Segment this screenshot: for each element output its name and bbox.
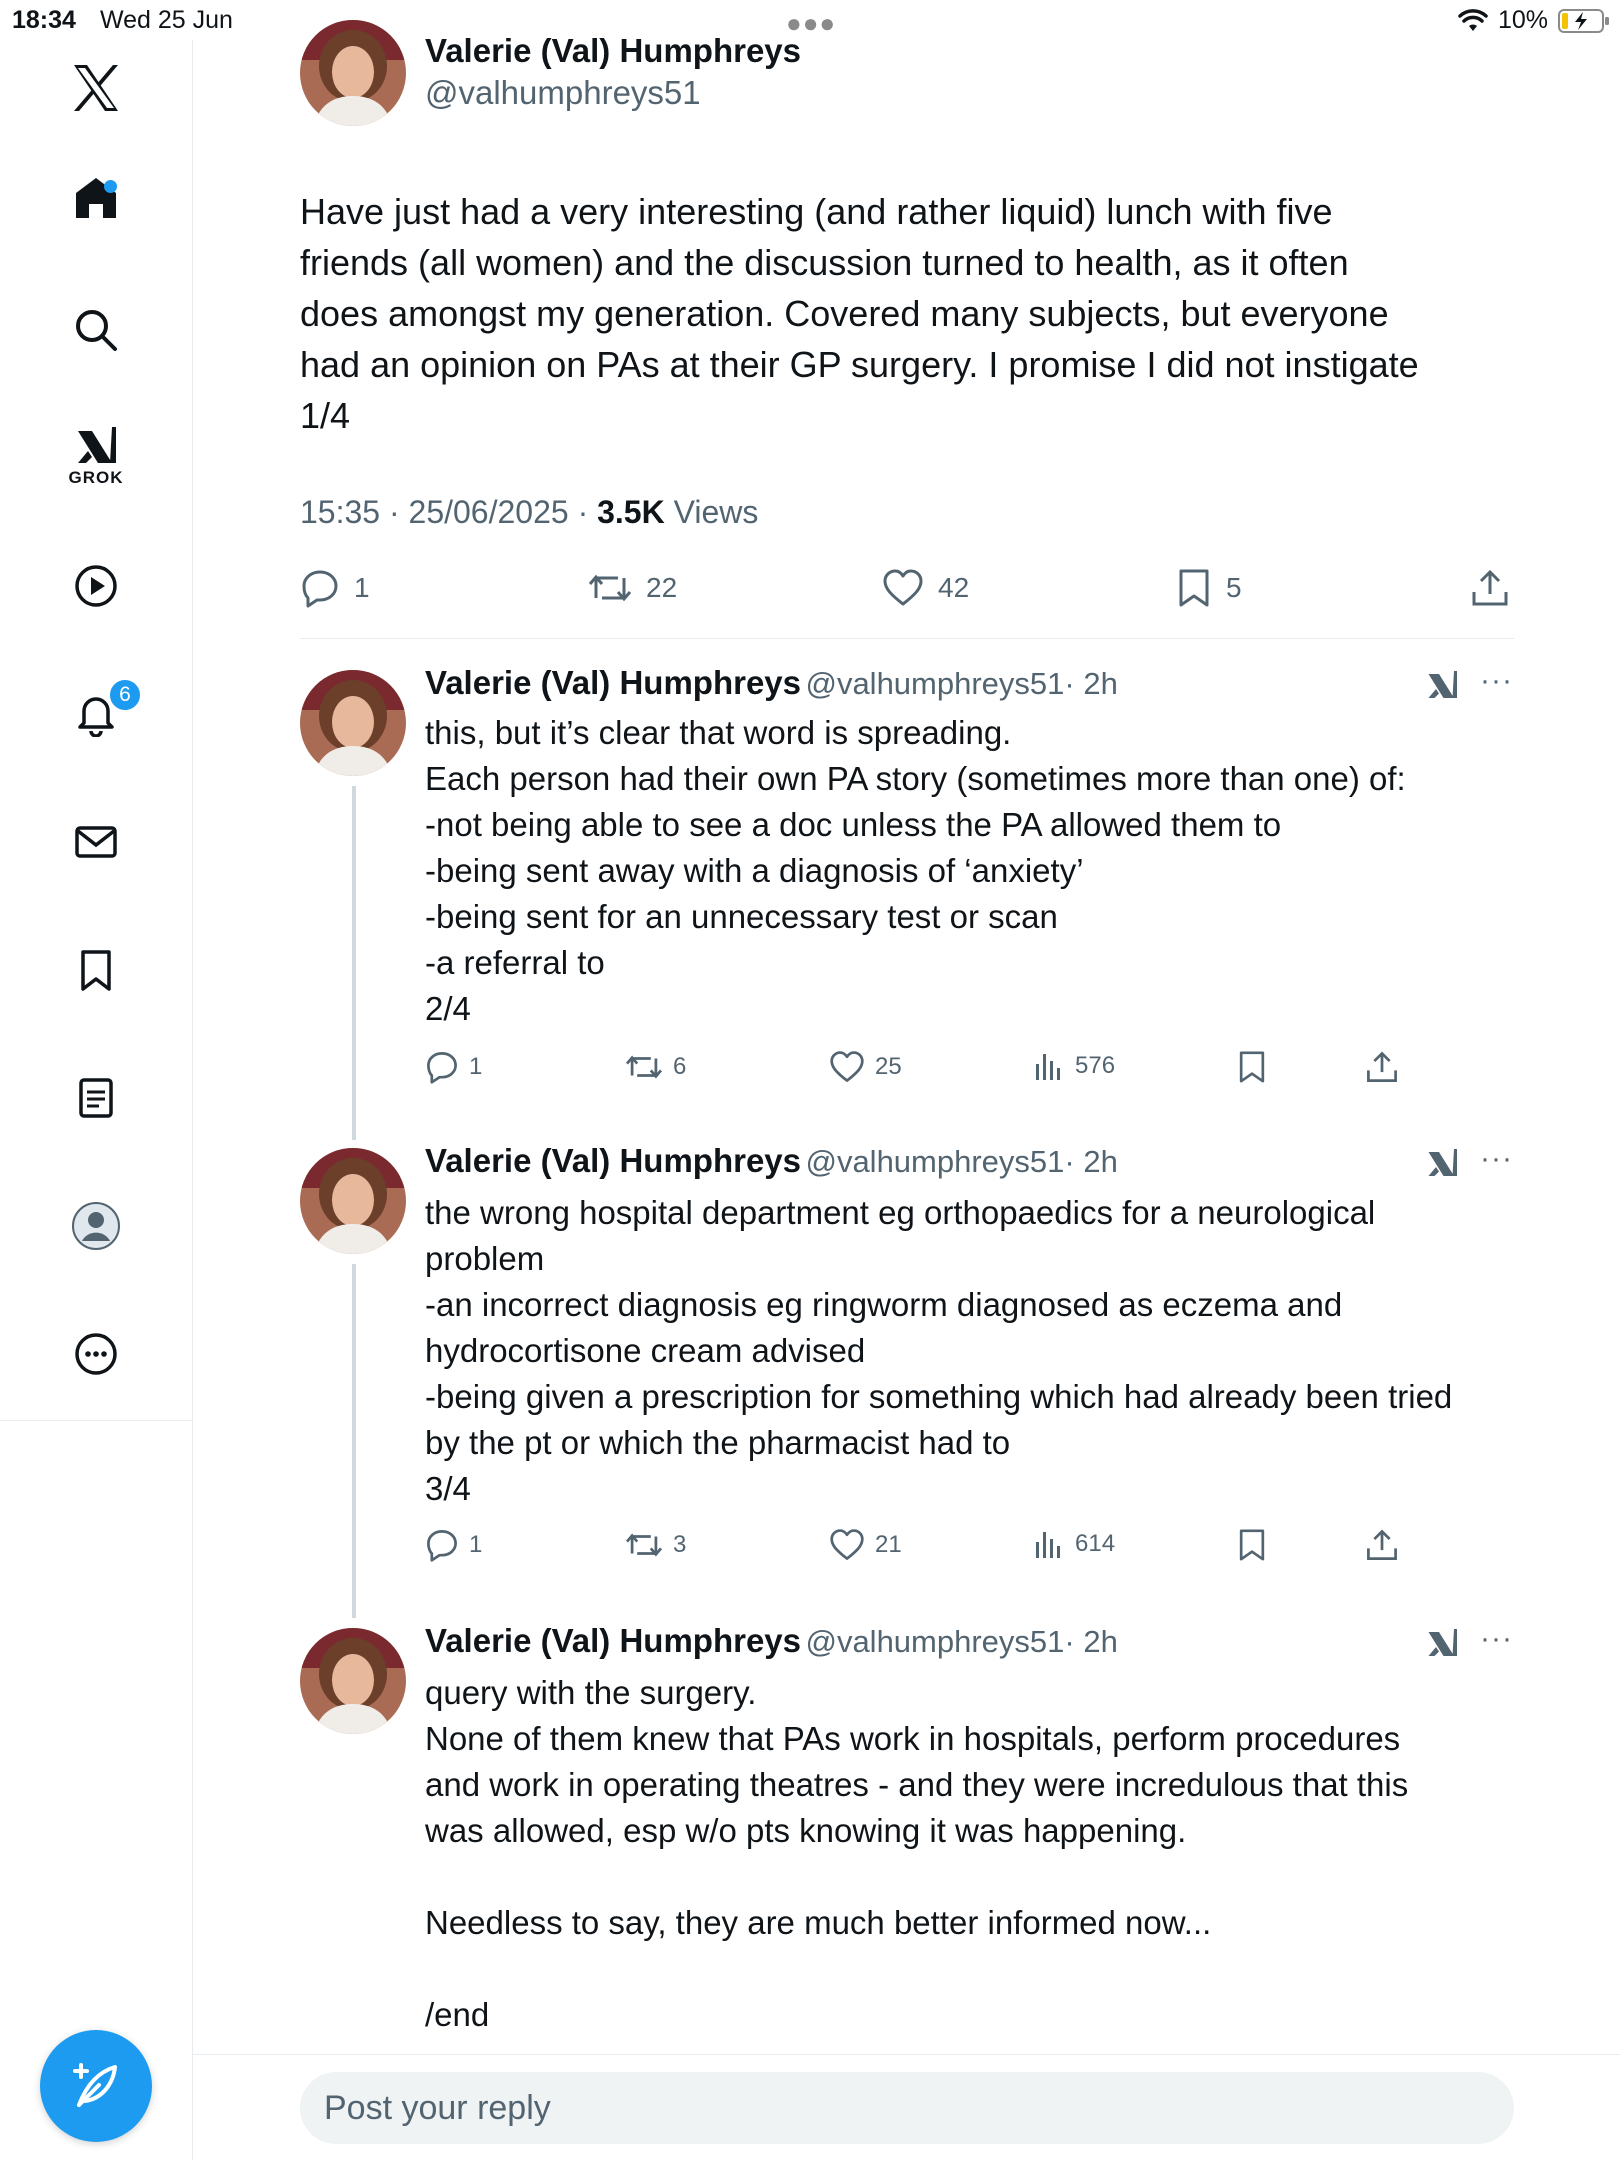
repost-button[interactable] (625, 1528, 686, 1562)
reply-button[interactable] (425, 1528, 482, 1562)
multitask-dots-icon[interactable]: ●●● (786, 8, 837, 38)
main-tweet-views-label: Views (664, 494, 759, 530)
like-button[interactable] (882, 568, 969, 608)
reply-icon (425, 1050, 459, 1084)
sidebar-item-profile[interactable] (0, 1178, 192, 1274)
repost-icon (588, 568, 632, 608)
repost-icon (625, 1528, 663, 1562)
more-options-icon[interactable]: ··· (1480, 1142, 1513, 1175)
more-options-icon[interactable]: ··· (1480, 1622, 1513, 1655)
reply-actions (425, 1528, 1425, 1568)
share-icon (1365, 1050, 1399, 1084)
reply-author-handle[interactable]: @valhumphreys51 (805, 666, 1065, 701)
home-unread-dot (104, 180, 117, 193)
reply-author-name[interactable]: Valerie (Val) Humphreys (425, 1622, 802, 1659)
battery-percent: 10% (1497, 6, 1548, 34)
reply-author-avatar[interactable] (300, 1148, 406, 1254)
sidebar-item-messages[interactable] (0, 794, 192, 890)
grok-icon[interactable] (1424, 1626, 1460, 1662)
like-button[interactable] (829, 1050, 902, 1084)
repost-count: 22 (646, 572, 678, 603)
sidebar-item-lists[interactable] (0, 1050, 192, 1146)
compose-feather-icon (69, 2059, 123, 2113)
sidebar-item-notifications[interactable] (0, 666, 192, 762)
repost-button[interactable] (625, 1050, 686, 1084)
mail-icon (73, 819, 119, 865)
main-tweet-views-count: 3.5K (597, 494, 665, 530)
main-tweet-time[interactable]: 15:35 · 25/06/2025 · (300, 494, 598, 530)
battery-charging-icon (1558, 8, 1610, 34)
repost-button[interactable] (588, 568, 677, 608)
main-author-handle[interactable]: @valhumphreys51 (425, 74, 701, 111)
list-icon (73, 1075, 119, 1121)
reply-author-handle[interactable]: @valhumphreys51 (805, 1624, 1065, 1659)
notifications-badge: 6 (108, 678, 142, 712)
reply-count: 1 (469, 1053, 483, 1080)
reply-icon (300, 568, 340, 608)
main-tweet-meta (300, 494, 758, 531)
status-time: 18:34 (12, 6, 76, 34)
more-options-icon[interactable]: ··· (1480, 664, 1513, 697)
reply-author-name[interactable]: Valerie (Val) Humphreys (425, 664, 802, 701)
heart-icon (829, 1050, 865, 1084)
reply-age[interactable]: · 2h (1064, 1144, 1118, 1179)
main-tweet-divider (300, 638, 1514, 639)
reply-age[interactable]: · 2h (1064, 666, 1118, 701)
reply-header (425, 1622, 1118, 1660)
sidebar-item-x-logo[interactable] (0, 40, 192, 136)
sidebar (0, 40, 193, 2160)
main-author-name[interactable]: Valerie (Val) Humphreys (425, 32, 802, 69)
share-icon (1365, 1528, 1399, 1562)
reply-count: 1 (354, 572, 370, 603)
bookmark-icon (1237, 1050, 1267, 1084)
compose-post-button[interactable] (40, 2030, 152, 2142)
thread-connector (352, 786, 356, 1140)
heart-icon (829, 1528, 865, 1562)
main-tweet-actions (300, 568, 1514, 618)
reply-header (425, 1142, 1118, 1180)
sidebar-item-more[interactable] (0, 1306, 192, 1402)
share-button[interactable] (1365, 1528, 1399, 1562)
status-date: Wed 25 Jun (100, 6, 233, 34)
bookmark-count: 5 (1226, 572, 1242, 603)
grok-icon[interactable] (1424, 1146, 1460, 1182)
search-icon (73, 307, 119, 353)
reply-age[interactable]: · 2h (1064, 1624, 1118, 1659)
reply-author-handle[interactable]: @valhumphreys51 (805, 1144, 1065, 1179)
bookmark-icon (1237, 1528, 1267, 1562)
heart-icon (882, 568, 924, 608)
reply-actions (425, 1050, 1425, 1090)
like-button[interactable] (829, 1528, 902, 1562)
reply-count: 1 (469, 1531, 483, 1558)
reply-button[interactable] (425, 1050, 482, 1084)
avatar-photo (300, 1148, 406, 1254)
sidebar-divider (0, 1420, 192, 1421)
reply-text: query with the surgery. None of them knew that PAs work in hospitals, perform procedures and work in operating theatres - and they were incredulous that this was allowed, esp w/o pts knowing it was happening. Needless to say, they are much better informed now... /end (425, 1674, 1409, 2033)
sidebar-item-home[interactable] (0, 150, 192, 246)
reply-text: the wrong hospital department eg orthopaedics for a neurological problem -an incorrect diagnosis eg ringworm diagnosed as eczema and hydrocortisone cream advised -being given a prescription for something which had already been tried by the pt or which the pharmacist had to 3/4 (425, 1194, 1453, 1507)
sidebar-item-videos[interactable] (0, 538, 192, 634)
views-button[interactable] (1033, 1050, 1115, 1082)
status-bar (0, 0, 1620, 40)
status-right (1458, 6, 1610, 35)
main-author-avatar[interactable] (300, 20, 406, 126)
reply-text: this, but it’s clear that word is spreading. Each person had their own PA story (sometimes more than one) of: -not being able to see a doc unless the PA allowed them to -being sent away with a diagnosis of ‘anxiety’ -being sent for an unnecessary test or scan -a referral to 2/4 (425, 714, 1406, 1027)
bookmark-button[interactable] (1176, 568, 1242, 608)
like-count: 25 (875, 1053, 902, 1080)
more-circle-icon (73, 1331, 119, 1377)
bookmark-icon (1176, 568, 1212, 608)
reply-input[interactable] (300, 2072, 1514, 2144)
repost-count: 3 (673, 1531, 687, 1558)
sidebar-item-explore[interactable] (0, 282, 192, 378)
reply-author-avatar[interactable] (300, 670, 406, 776)
reply-icon (425, 1528, 459, 1562)
share-button[interactable] (1365, 1050, 1399, 1084)
bar-chart-icon (1033, 1528, 1065, 1560)
bookmark-button[interactable] (1237, 1528, 1267, 1562)
share-icon (1470, 568, 1510, 608)
reply-header (425, 664, 1118, 702)
bookmark-icon (73, 947, 119, 993)
reply-bar-divider (192, 2054, 1620, 2055)
thread-connector (352, 1264, 356, 1618)
grok-icon (72, 423, 120, 471)
like-count: 42 (938, 572, 970, 603)
reply-button[interactable] (300, 568, 370, 608)
grok-icon[interactable] (1424, 668, 1460, 704)
repost-icon (625, 1050, 663, 1084)
like-count: 21 (875, 1531, 902, 1558)
reply-author-name[interactable]: Valerie (Val) Humphreys (425, 1142, 802, 1179)
wifi-icon (1458, 9, 1488, 33)
repost-count: 6 (673, 1053, 687, 1080)
views-count: 576 (1075, 1052, 1116, 1079)
bar-chart-icon (1033, 1050, 1065, 1082)
sidebar-item-bookmarks[interactable] (0, 922, 192, 1018)
views-count: 614 (1075, 1530, 1116, 1557)
x-logo-icon (70, 62, 122, 114)
avatar-photo (300, 670, 406, 776)
sidebar-item-grok[interactable] (0, 410, 192, 506)
profile-icon (71, 1201, 121, 1251)
avatar-photo (300, 1628, 406, 1734)
grok-label: GROK (68, 468, 124, 487)
avatar-photo (300, 20, 406, 126)
main-tweet-text: Have just had a very interesting (and rather liquid) lunch with five friends (all women) and the discussion turned to health, as it often does amongst my generation. Covered many subjects, but everyone had an opinion on PAs at their GP surgery. I promise I did not instigate 1/4 (300, 191, 1419, 436)
bookmark-button[interactable] (1237, 1050, 1267, 1084)
reply-author-avatar[interactable] (300, 1628, 406, 1734)
share-button[interactable] (1470, 568, 1510, 608)
play-icon (73, 563, 119, 609)
views-button[interactable] (1033, 1528, 1115, 1560)
